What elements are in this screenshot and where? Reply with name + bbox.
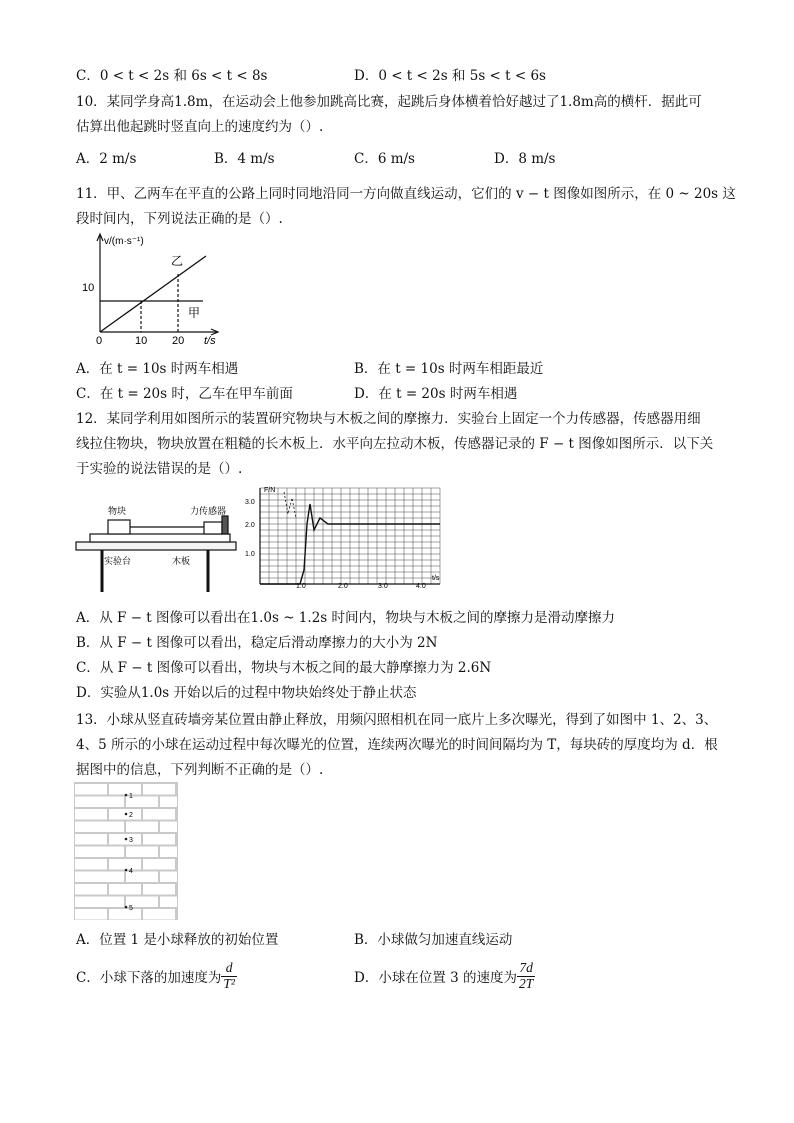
q11-xtick-10: 10 [135,335,148,346]
wall-label-4: 4 [129,868,133,875]
q10-option-d: D．8 m/s [494,151,556,167]
q12-ft-graph [244,484,446,590]
q13-option-d [354,961,535,992]
brick [109,784,141,795]
q12-ylabel: F/N [264,487,276,494]
brick [143,859,175,870]
q11-xtick-20: 20 [172,335,185,346]
q10-option-a: A．2 m/s [76,151,137,167]
q11-option-d: D．在 t = 20s 时两车相遇 [354,386,518,402]
q11-stem-line1: 11．甲、乙两车在平直的公路上同时同地沿同一方向做直线运动，它们的 v − t 图像如图所示，在 0 ~ 20s 这 [76,186,736,202]
q11-option-a: A．在 t = 10s 时两车相遇 [76,361,239,377]
q12-option-b: B．从 F − t 图像可以看出，稳定后滑动摩擦力的大小为 2N [76,635,438,651]
label-table: 实验台 [104,556,132,566]
q12-stem-line2: 线拉住物块，物块放置在粗糙的长木板上．水平向左拉动木板，传感器记录的 F − t 图像如图所示．以下关 [76,436,714,452]
q12-xtick-3: 3.0 [378,583,388,590]
q11-label-yi: 乙 [171,254,184,268]
q12-option-d: D．实验从1.0s 开始以后的过程中物块始终处于静止状态 [76,685,417,701]
brick [109,909,141,920]
table-top [76,542,236,550]
q11-ytick-10: 10 [82,282,95,294]
brick [160,872,177,883]
brick [160,897,177,908]
wall-label-3: 3 [129,837,133,844]
q12-option-c: C．从 F − t 图像可以看出，物块与木板之间的最大静摩擦力为 2.6N [76,660,492,676]
q10-option-c: C．6 m/s [354,151,415,167]
q12-ytick-1: 1.0 [245,551,255,558]
q12-stem-line1: 12．某同学利用如图所示的装置研究物块与木板之间的摩擦力．实验台上固定一个力传感器，传感器用细 [76,411,701,427]
wall-label-1: 1 [129,793,133,800]
brick [75,909,107,920]
fraction-numerator: d [221,961,237,977]
ball-pos-3 [125,838,128,841]
brick [143,784,175,795]
brick [75,784,107,795]
brick [143,809,175,820]
q13-option-b: B．小球做匀加速直线运动 [354,932,513,948]
q13-option-c-text: C．小球下落的加速度为 [76,970,222,987]
brick [92,797,124,808]
long-board [90,534,230,542]
ball-pos-4 [125,869,128,872]
brick [92,872,124,883]
q9-option-d: D．0 < t < 2s 和 5s < t < 6s [354,68,546,84]
q11-xlabel: t/s [204,335,216,346]
brick [143,884,175,895]
ball-pos-2 [125,813,128,816]
q12-xlabel: t/s [432,575,440,582]
q12-xtick-4: 4.0 [416,583,426,590]
brick [126,822,158,833]
force-sensor [204,522,222,534]
label-sensor: 力传感器 [190,506,227,516]
q11-origin: 0 [96,335,103,346]
q13-option-a: A．位置 1 是小球释放的初始位置 [76,932,279,948]
brick [143,834,175,845]
sensor-mount [222,516,228,534]
q11-stem-line2: 段时间内，下列说法正确的是（）. [76,211,283,227]
q11-option-c: C．在 t = 20s 时，乙车在甲车前面 [76,386,293,402]
q13-stem-line2: 4、5 所示的小球在运动过程中每次曝光的位置，连续两次曝光的时间间隔均为 T，每块砖的厚度均为 d．根 [76,737,718,753]
q13-option-d-fraction [517,961,535,992]
q12-xtick-2: 2.0 [338,583,348,590]
q12-apparatus [74,502,240,594]
q11-label-jia: 甲 [188,306,201,320]
q12-ytick-3: 3.0 [245,499,255,506]
label-block: 物块 [108,506,127,516]
q13-option-c-fraction [221,961,237,992]
q12-xtick-1: 1.0 [296,583,306,590]
fraction-denominator: 2T [519,975,534,991]
brick [160,822,177,833]
brick [75,834,107,845]
brick [75,809,107,820]
wall-label-2: 2 [129,812,133,819]
q12-option-a: A．从 F − t 图像可以看出在1.0s ~ 1.2s 时间内，物块与木板之间的摩擦力是滑动摩擦力 [76,610,615,626]
brick [160,797,177,808]
ball-pos-1 [125,794,128,797]
line-yi [100,256,206,332]
block [108,520,130,534]
brick [92,847,124,858]
fraction-denominator: T² [223,975,235,991]
q13-brick-wall [74,782,178,920]
brick [92,822,124,833]
q10-stem-line2: 估算出他起跳时竖直向上的速度约为（）. [76,119,324,135]
q9-option-c: C．0 < t < 2s 和 6s < t < 8s [76,68,268,84]
wall-label-5: 5 [129,905,133,912]
brick [75,884,107,895]
brick [92,897,124,908]
q13-option-d-text: D．小球在位置 3 的速度为 [354,970,517,987]
q12-stem-line3: 于实验的说法错误的是（）. [76,461,243,477]
brick [75,859,107,870]
q11-vt-graph [78,228,228,346]
q12-ytick-2: 2.0 [245,522,255,529]
ball-pos-5 [125,906,128,909]
q11-ylabel: v/(m·s⁻¹) [104,236,144,247]
curve-detail [284,492,296,518]
q10-stem-line1: 10．某同学身高1.8m，在运动会上他参加跳高比赛，起跳后身体横着恰好越过了1.8m高的横杆．据此可 [76,94,702,110]
brick [126,847,158,858]
label-board: 木板 [172,556,191,566]
brick [109,859,141,870]
brick [143,909,175,920]
q11-option-b: B．在 t = 10s 时两车相距最近 [354,361,544,377]
brick [109,884,141,895]
fraction-numerator: 7d [517,961,535,977]
q13-stem-line3: 据图中的信息，下列判断不正确的是（）. [76,762,324,778]
q13-option-c [76,961,237,992]
brick [160,847,177,858]
q13-stem-line1: 13．小球从竖直砖墙旁某位置由静止释放，用频闪照相机在同一底片上多次曝光，得到了如图中 1、2、3、 [76,712,718,728]
q10-option-b: B．4 m/s [214,151,275,167]
